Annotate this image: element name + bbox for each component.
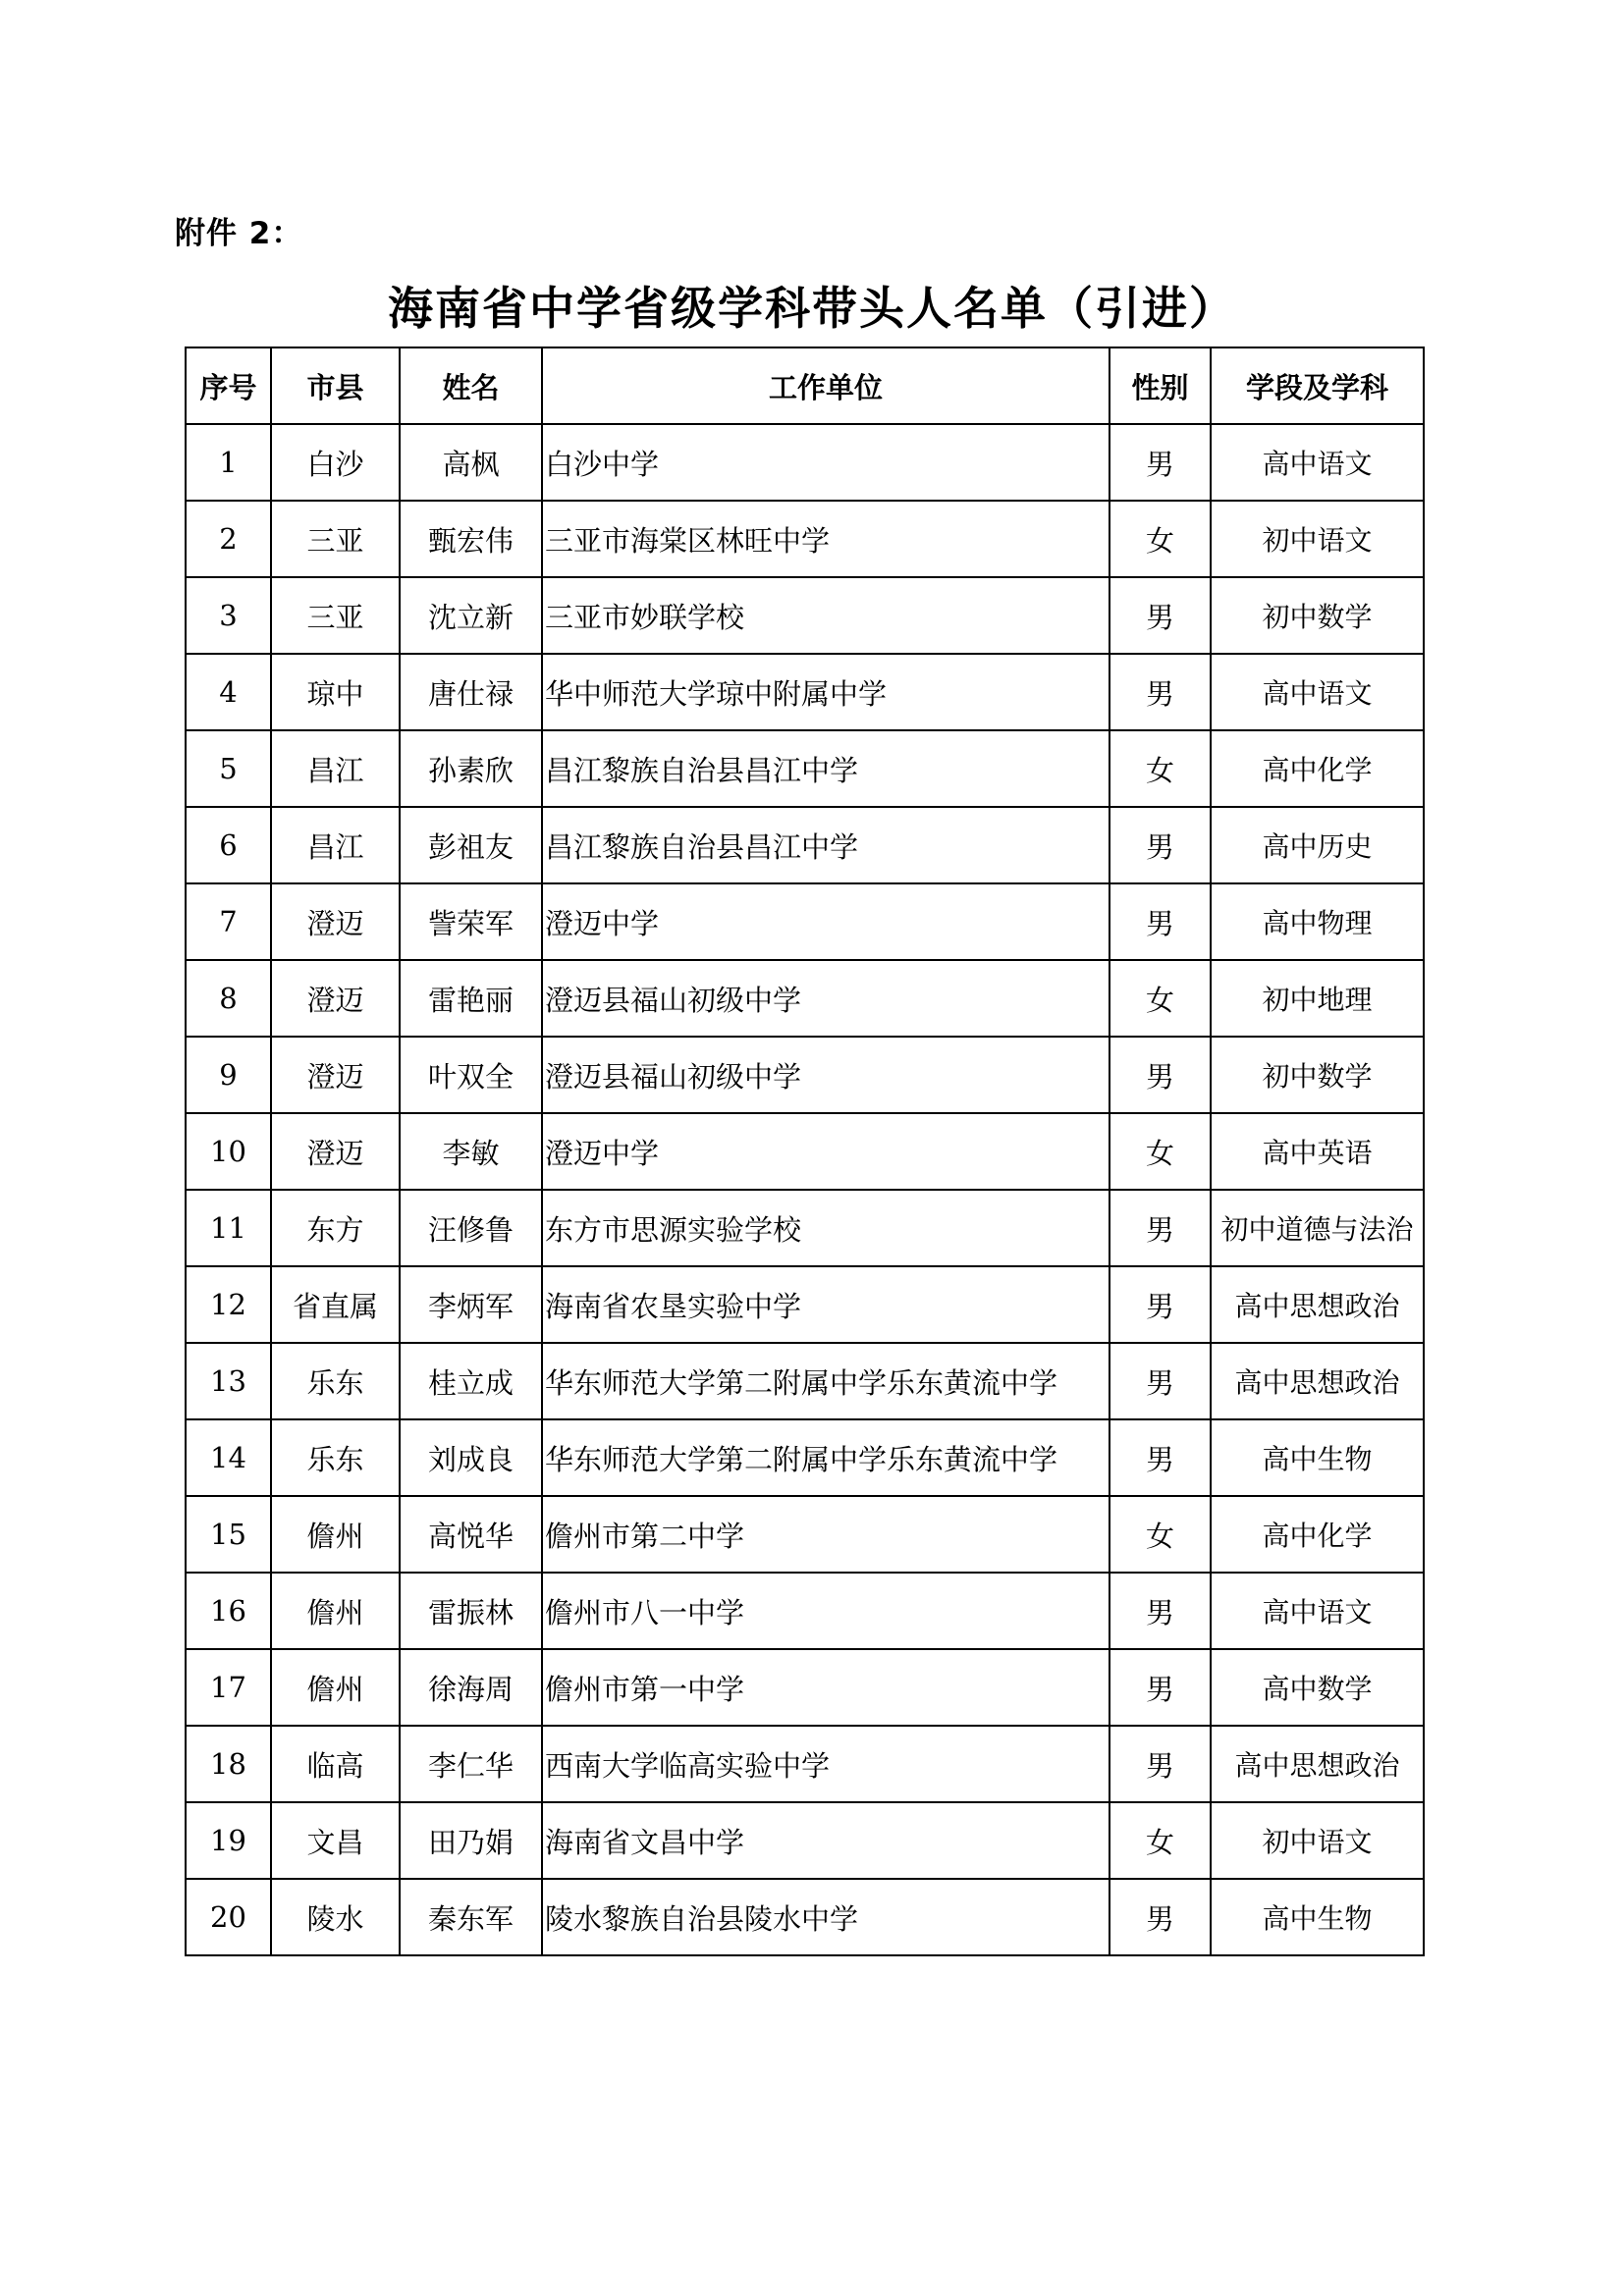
cell-gender: 男: [1110, 654, 1211, 730]
cell-name: 訾荣军: [400, 883, 542, 960]
table-row: [186, 1496, 1424, 1573]
cell-index: 11: [186, 1190, 271, 1266]
cell-gender: 女: [1110, 1113, 1211, 1190]
cell-name: 孙素欣: [400, 730, 542, 807]
cell-index: 17: [186, 1649, 271, 1726]
cell-name: 叶双全: [400, 1037, 542, 1113]
cell-city: 省直属: [271, 1266, 400, 1343]
cell-index: 10: [186, 1113, 271, 1190]
cell-name: 高悦华: [400, 1496, 542, 1573]
table-row: [186, 807, 1424, 883]
cell-city: 澄迈: [271, 960, 400, 1037]
cell-name: 甄宏伟: [400, 501, 542, 577]
table-row: [186, 654, 1424, 730]
cell-subject: 高中语文: [1211, 424, 1424, 501]
header-city: 市县: [271, 347, 400, 424]
cell-index: 7: [186, 883, 271, 960]
cell-name: 唐仕禄: [400, 654, 542, 730]
cell-index: 14: [186, 1419, 271, 1496]
cell-index: 9: [186, 1037, 271, 1113]
cell-name: 徐海周: [400, 1649, 542, 1726]
cell-subject: 初中数学: [1211, 1037, 1424, 1113]
cell-index: 19: [186, 1802, 271, 1879]
cell-unit: 澄迈中学: [542, 883, 1110, 960]
cell-gender: 女: [1110, 501, 1211, 577]
cell-index: 4: [186, 654, 271, 730]
cell-subject: 高中化学: [1211, 730, 1424, 807]
cell-city: 昌江: [271, 730, 400, 807]
table-row: [186, 1879, 1424, 1955]
cell-subject: 高中英语: [1211, 1113, 1424, 1190]
cell-gender: 男: [1110, 1037, 1211, 1113]
table-row: [186, 1266, 1424, 1343]
cell-index: 1: [186, 424, 271, 501]
cell-unit: 华东师范大学第二附属中学乐东黄流中学: [542, 1343, 1110, 1419]
header-subject: 学段及学科: [1211, 347, 1424, 424]
cell-index: 20: [186, 1879, 271, 1955]
cell-gender: 男: [1110, 1573, 1211, 1649]
cell-index: 5: [186, 730, 271, 807]
cell-city: 东方: [271, 1190, 400, 1266]
cell-name: 刘成良: [400, 1419, 542, 1496]
cell-city: 白沙: [271, 424, 400, 501]
cell-name: 秦东军: [400, 1879, 542, 1955]
table-row: [186, 730, 1424, 807]
cell-name: 汪修鲁: [400, 1190, 542, 1266]
cell-city: 文昌: [271, 1802, 400, 1879]
cell-name: 李炳军: [400, 1266, 542, 1343]
cell-index: 3: [186, 577, 271, 654]
cell-unit: 澄迈中学: [542, 1113, 1110, 1190]
cell-gender: 女: [1110, 1496, 1211, 1573]
table-row: [186, 1649, 1424, 1726]
cell-name: 桂立成: [400, 1343, 542, 1419]
cell-city: 乐东: [271, 1343, 400, 1419]
cell-gender: 男: [1110, 1879, 1211, 1955]
cell-unit: 澄迈县福山初级中学: [542, 1037, 1110, 1113]
cell-unit: 儋州市第二中学: [542, 1496, 1110, 1573]
cell-gender: 女: [1110, 960, 1211, 1037]
cell-name: 沈立新: [400, 577, 542, 654]
table-row: [186, 1037, 1424, 1113]
cell-gender: 男: [1110, 807, 1211, 883]
cell-subject: 初中数学: [1211, 577, 1424, 654]
cell-city: 澄迈: [271, 1037, 400, 1113]
cell-unit: 儋州市第一中学: [542, 1649, 1110, 1726]
cell-subject: 高中生物: [1211, 1419, 1424, 1496]
table-row: [186, 883, 1424, 960]
table-row: [186, 960, 1424, 1037]
header-unit: 工作单位: [542, 347, 1110, 424]
cell-name: 雷振林: [400, 1573, 542, 1649]
cell-name: 田乃娟: [400, 1802, 542, 1879]
header-gender: 性别: [1110, 347, 1211, 424]
cell-city: 三亚: [271, 577, 400, 654]
table-row: [186, 577, 1424, 654]
cell-unit: 昌江黎族自治县昌江中学: [542, 807, 1110, 883]
cell-subject: 高中物理: [1211, 883, 1424, 960]
cell-subject: 高中历史: [1211, 807, 1424, 883]
cell-subject: 初中语文: [1211, 501, 1424, 577]
table-body: [186, 424, 1424, 1955]
cell-city: 澄迈: [271, 883, 400, 960]
cell-name: 李敏: [400, 1113, 542, 1190]
cell-gender: 女: [1110, 1802, 1211, 1879]
cell-unit: 海南省文昌中学: [542, 1802, 1110, 1879]
cell-city: 三亚: [271, 501, 400, 577]
cell-unit: 三亚市妙联学校: [542, 577, 1110, 654]
cell-unit: 西南大学临高实验中学: [542, 1726, 1110, 1802]
table-header-row: [186, 347, 1424, 424]
cell-city: 澄迈: [271, 1113, 400, 1190]
cell-unit: 三亚市海棠区林旺中学: [542, 501, 1110, 577]
cell-unit: 澄迈县福山初级中学: [542, 960, 1110, 1037]
cell-index: 16: [186, 1573, 271, 1649]
cell-subject: 高中思想政治: [1211, 1343, 1424, 1419]
table-row: [186, 1190, 1424, 1266]
cell-index: 18: [186, 1726, 271, 1802]
cell-gender: 男: [1110, 1726, 1211, 1802]
cell-city: 琼中: [271, 654, 400, 730]
cell-unit: 白沙中学: [542, 424, 1110, 501]
document-title: 海南省中学省级学科带头人名单（引进）: [388, 282, 1236, 335]
cell-name: 高枫: [400, 424, 542, 501]
cell-subject: 高中生物: [1211, 1879, 1424, 1955]
cell-unit: 儋州市八一中学: [542, 1573, 1110, 1649]
table-row: [186, 1343, 1424, 1419]
cell-gender: 男: [1110, 577, 1211, 654]
cell-unit: 华中师范大学琼中附属中学: [542, 654, 1110, 730]
header-name: 姓名: [400, 347, 542, 424]
table-row: [186, 1726, 1424, 1802]
cell-subject: 高中语文: [1211, 1573, 1424, 1649]
cell-city: 陵水: [271, 1879, 400, 1955]
cell-city: 临高: [271, 1726, 400, 1802]
cell-city: 乐东: [271, 1419, 400, 1496]
cell-subject: 高中思想政治: [1211, 1266, 1424, 1343]
cell-gender: 男: [1110, 1343, 1211, 1419]
cell-name: 彭祖友: [400, 807, 542, 883]
cell-gender: 男: [1110, 1419, 1211, 1496]
cell-subject: 高中化学: [1211, 1496, 1424, 1573]
cell-name: 李仁华: [400, 1726, 542, 1802]
cell-city: 儋州: [271, 1573, 400, 1649]
cell-subject: 初中地理: [1211, 960, 1424, 1037]
cell-unit: 昌江黎族自治县昌江中学: [542, 730, 1110, 807]
cell-unit: 海南省农垦实验中学: [542, 1266, 1110, 1343]
cell-index: 8: [186, 960, 271, 1037]
header-index: 序号: [186, 347, 271, 424]
cell-unit: 陵水黎族自治县陵水中学: [542, 1879, 1110, 1955]
cell-unit: 华东师范大学第二附属中学乐东黄流中学: [542, 1419, 1110, 1496]
cell-subject: 初中语文: [1211, 1802, 1424, 1879]
cell-gender: 男: [1110, 883, 1211, 960]
cell-gender: 男: [1110, 1190, 1211, 1266]
cell-subject: 高中思想政治: [1211, 1726, 1424, 1802]
cell-subject: 高中数学: [1211, 1649, 1424, 1726]
cell-city: 儋州: [271, 1649, 400, 1726]
cell-name: 雷艳丽: [400, 960, 542, 1037]
cell-gender: 男: [1110, 424, 1211, 501]
table-row: [186, 424, 1424, 501]
cell-city: 儋州: [271, 1496, 400, 1573]
cell-unit: 东方市思源实验学校: [542, 1190, 1110, 1266]
table-row: [186, 501, 1424, 577]
cell-index: 13: [186, 1343, 271, 1419]
cell-gender: 女: [1110, 730, 1211, 807]
cell-index: 15: [186, 1496, 271, 1573]
table-row: [186, 1113, 1424, 1190]
roster-table: [185, 347, 1425, 1956]
cell-subject: 高中语文: [1211, 654, 1424, 730]
cell-city: 昌江: [271, 807, 400, 883]
cell-gender: 男: [1110, 1266, 1211, 1343]
table-row: [186, 1802, 1424, 1879]
cell-subject: 初中道德与法治: [1211, 1190, 1424, 1266]
cell-index: 6: [186, 807, 271, 883]
cell-index: 12: [186, 1266, 271, 1343]
table-row: [186, 1419, 1424, 1496]
cell-gender: 男: [1110, 1649, 1211, 1726]
attachment-label: 附件 2：: [175, 216, 303, 251]
table-row: [186, 1573, 1424, 1649]
cell-index: 2: [186, 501, 271, 577]
